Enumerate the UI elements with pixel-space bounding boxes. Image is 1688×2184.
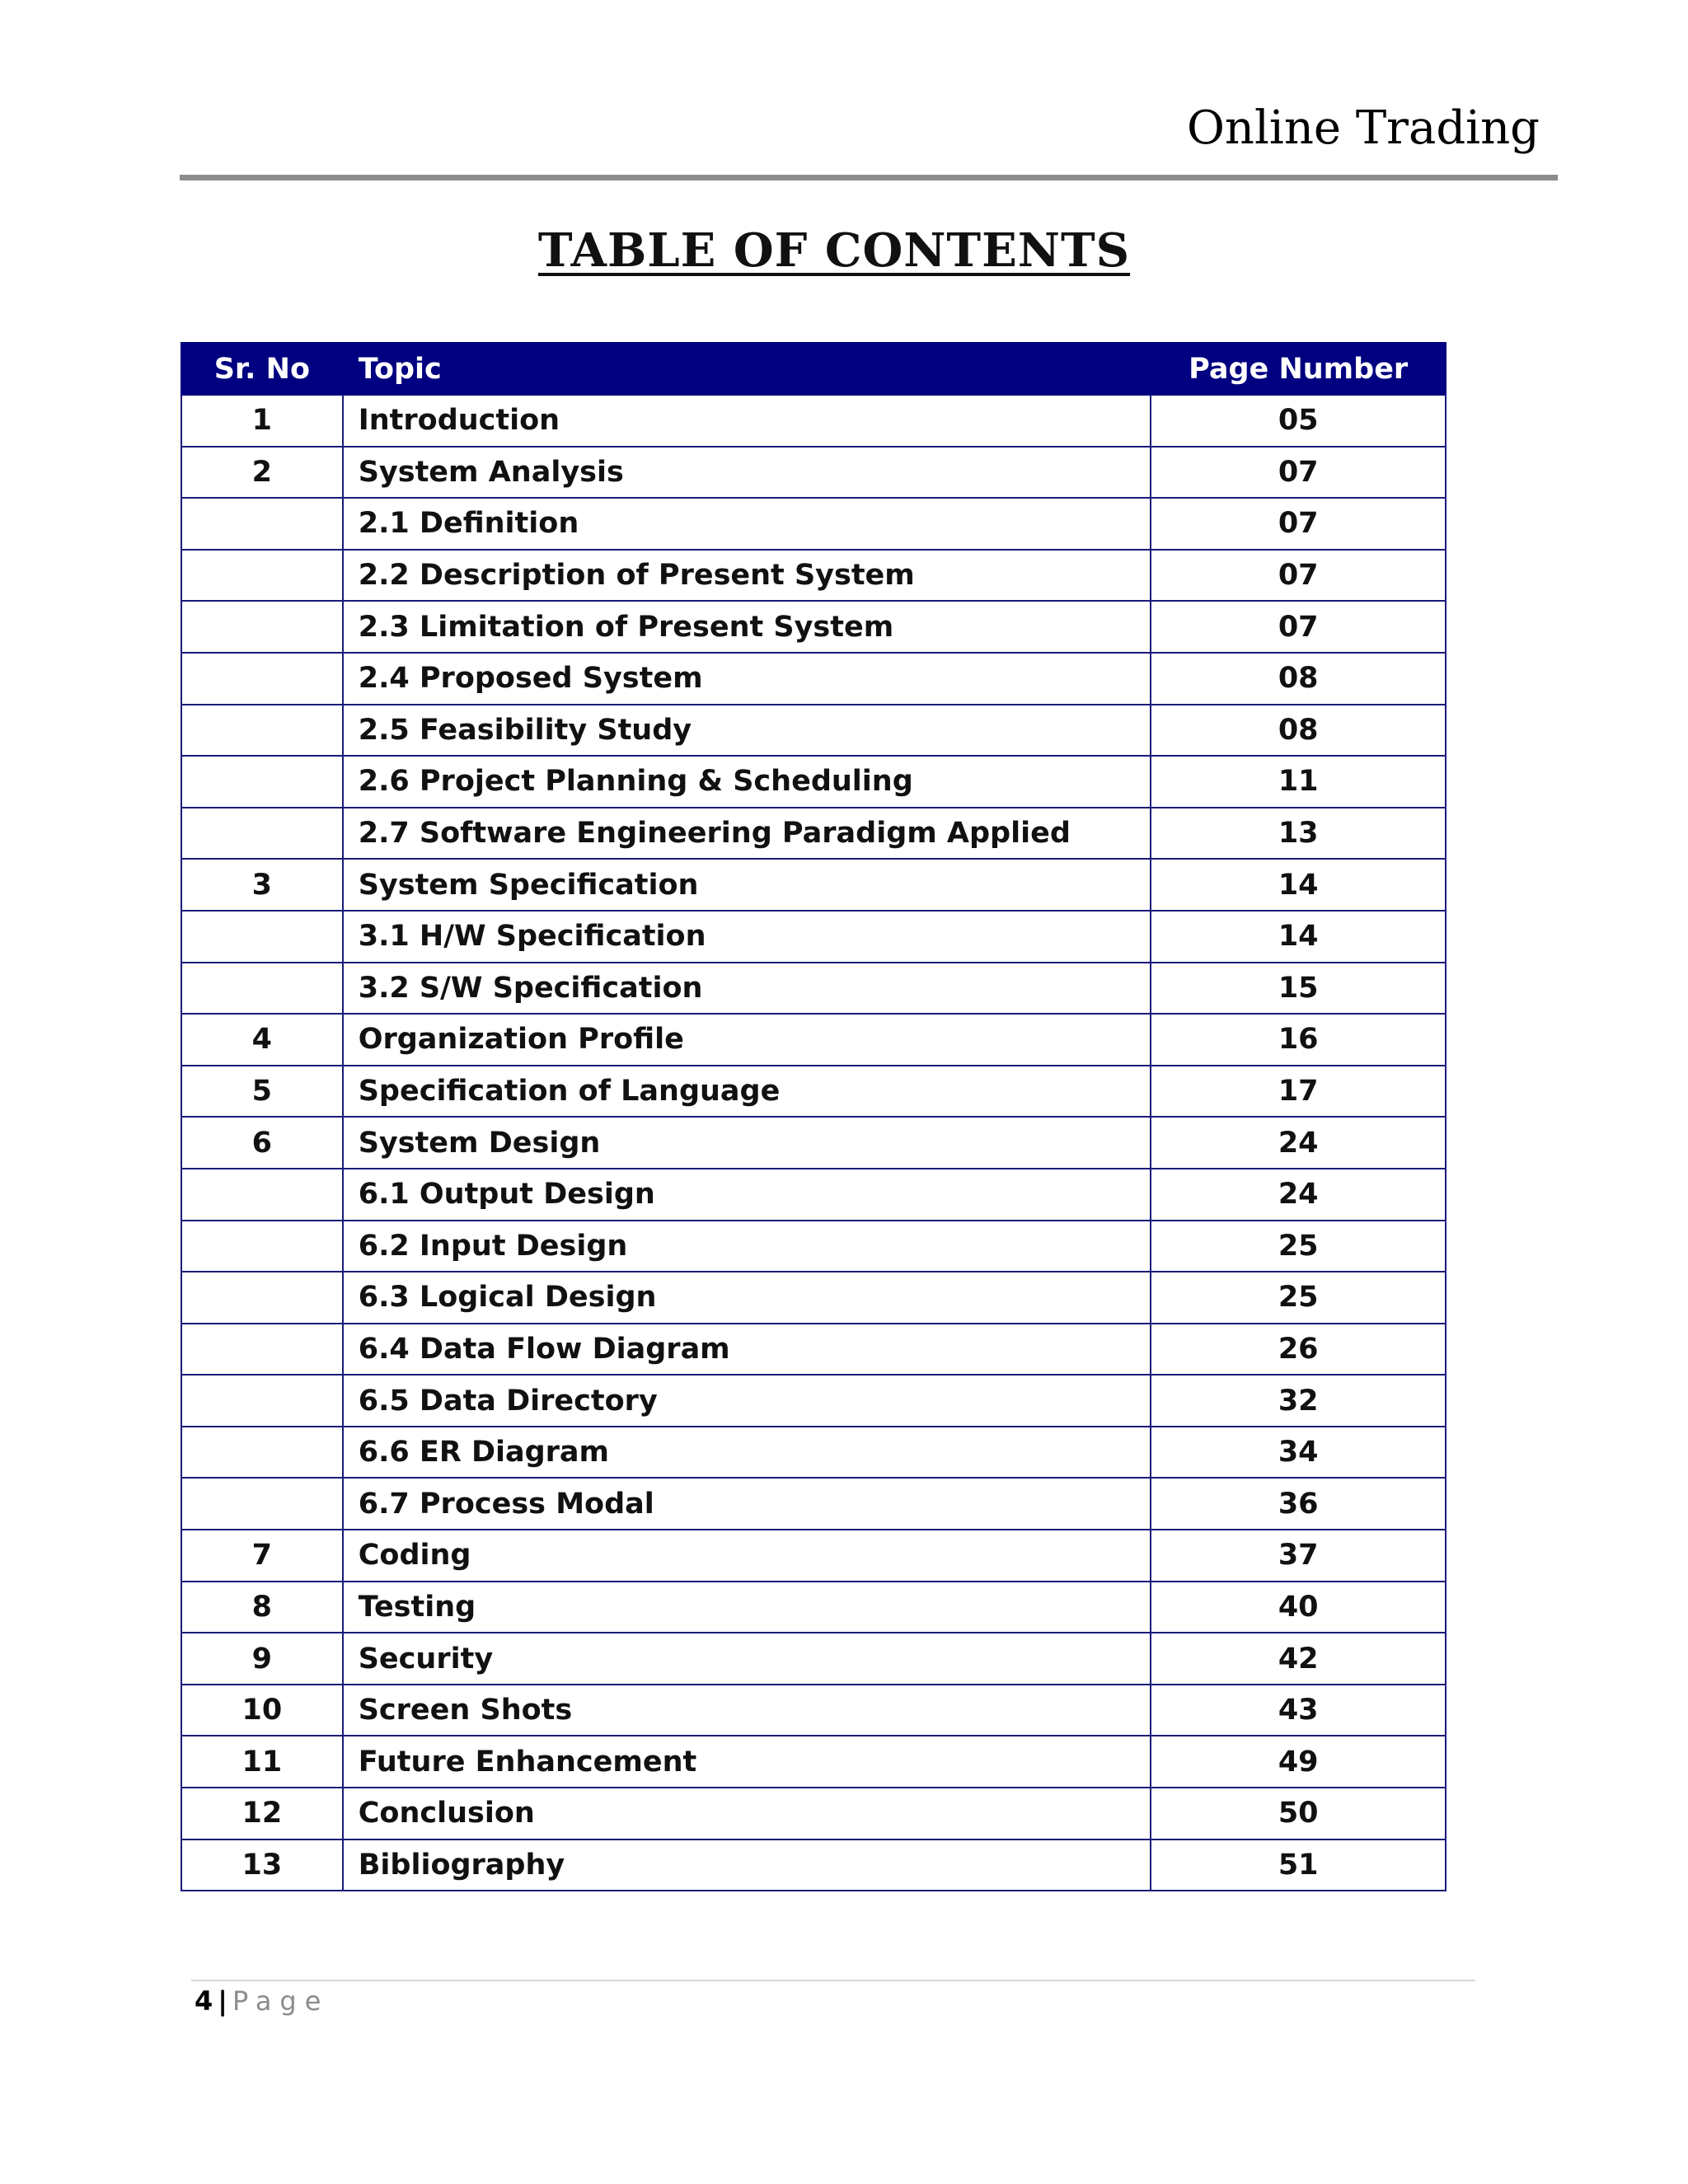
document-header-title: Online Trading xyxy=(1187,101,1540,155)
cell-sr-no xyxy=(181,550,343,602)
cell-topic: System Analysis xyxy=(343,447,1151,499)
toc-title: TABLE OF CONTENTS xyxy=(537,223,1131,278)
table-row xyxy=(181,911,1446,963)
table-row xyxy=(181,1272,1446,1324)
cell-topic: 2.7 Software Engineering Paradigm Applied xyxy=(343,808,1151,860)
cell-page-number: 42 xyxy=(1151,1633,1446,1685)
table-row xyxy=(181,1530,1446,1582)
cell-sr-no: 6 xyxy=(181,1117,343,1169)
cell-page-number: 40 xyxy=(1151,1582,1446,1633)
cell-topic: Conclusion xyxy=(343,1788,1151,1840)
cell-sr-no xyxy=(181,1375,343,1427)
cell-topic: 6.1 Output Design xyxy=(343,1169,1151,1221)
cell-page-number: 13 xyxy=(1151,808,1446,860)
cell-topic: Testing xyxy=(343,1582,1151,1633)
cell-topic: 6.5 Data Directory xyxy=(343,1375,1151,1427)
table-row xyxy=(181,447,1446,499)
footer-divider xyxy=(191,1980,1475,1981)
table-row xyxy=(181,601,1446,653)
cell-topic: 6.6 ER Diagram xyxy=(343,1427,1151,1479)
cell-sr-no xyxy=(181,1324,343,1376)
table-row xyxy=(181,1324,1446,1376)
table-row xyxy=(181,1478,1446,1530)
cell-sr-no: 5 xyxy=(181,1066,343,1118)
cell-topic: 2.1 Definition xyxy=(343,498,1151,550)
cell-page-number: 25 xyxy=(1151,1221,1446,1272)
cell-page-number: 14 xyxy=(1151,911,1446,963)
cell-sr-no xyxy=(181,756,343,808)
cell-page-number: 08 xyxy=(1151,653,1446,705)
table-row xyxy=(181,1014,1446,1066)
column-header-topic: Topic xyxy=(343,343,1151,395)
cell-page-number: 32 xyxy=(1151,1375,1446,1427)
cell-page-number: 11 xyxy=(1151,756,1446,808)
cell-sr-no xyxy=(181,1427,343,1479)
cell-page-number: 43 xyxy=(1151,1685,1446,1736)
cell-page-number: 14 xyxy=(1151,859,1446,911)
cell-topic: Bibliography xyxy=(343,1840,1151,1891)
cell-page-number: 05 xyxy=(1151,395,1446,447)
table-row xyxy=(181,653,1446,705)
cell-topic: Introduction xyxy=(343,395,1151,447)
cell-sr-no xyxy=(181,653,343,705)
cell-topic: 2.4 Proposed System xyxy=(343,653,1151,705)
page-footer xyxy=(195,1985,330,2017)
header-divider xyxy=(180,175,1558,180)
cell-topic: 2.2 Description of Present System xyxy=(343,550,1151,602)
table-row xyxy=(181,1685,1446,1736)
cell-topic: 6.4 Data Flow Diagram xyxy=(343,1324,1151,1376)
cell-page-number: 25 xyxy=(1151,1272,1446,1324)
cell-topic: Specification of Language xyxy=(343,1066,1151,1118)
footer-separator: | xyxy=(218,1985,227,2017)
cell-topic: System Specification xyxy=(343,859,1151,911)
cell-sr-no xyxy=(181,963,343,1015)
cell-page-number: 36 xyxy=(1151,1478,1446,1530)
cell-page-number: 24 xyxy=(1151,1169,1446,1221)
table-row xyxy=(181,1169,1446,1221)
cell-sr-no xyxy=(181,1272,343,1324)
table-row xyxy=(181,1736,1446,1788)
column-header-page-number: Page Number xyxy=(1151,343,1446,395)
cell-page-number: 51 xyxy=(1151,1840,1446,1891)
cell-page-number: 49 xyxy=(1151,1736,1446,1788)
cell-sr-no: 10 xyxy=(181,1685,343,1736)
cell-sr-no xyxy=(181,498,343,550)
cell-topic: 2.6 Project Planning & Scheduling xyxy=(343,756,1151,808)
cell-sr-no xyxy=(181,705,343,757)
cell-page-number: 50 xyxy=(1151,1788,1446,1840)
cell-sr-no xyxy=(181,1169,343,1221)
table-row xyxy=(181,808,1446,860)
table-row xyxy=(181,1066,1446,1118)
cell-page-number: 15 xyxy=(1151,963,1446,1015)
cell-sr-no: 3 xyxy=(181,859,343,911)
cell-sr-no xyxy=(181,1221,343,1272)
cell-sr-no: 2 xyxy=(181,447,343,499)
cell-page-number: 07 xyxy=(1151,498,1446,550)
table-row xyxy=(181,705,1446,757)
toc-table xyxy=(181,342,1447,1891)
table-row xyxy=(181,859,1446,911)
cell-topic: System Design xyxy=(343,1117,1151,1169)
cell-topic: 3.1 H/W Specification xyxy=(343,911,1151,963)
footer-page-label: Page xyxy=(232,1985,330,2017)
column-header-sr-no: Sr. No xyxy=(181,343,343,395)
cell-topic: Security xyxy=(343,1633,1151,1685)
cell-sr-no: 8 xyxy=(181,1582,343,1633)
cell-sr-no xyxy=(181,1478,343,1530)
table-row xyxy=(181,1633,1446,1685)
cell-sr-no: 12 xyxy=(181,1788,343,1840)
cell-topic: Organization Profile xyxy=(343,1014,1151,1066)
table-row xyxy=(181,1582,1446,1633)
cell-page-number: 17 xyxy=(1151,1066,1446,1118)
table-row xyxy=(181,1117,1446,1169)
cell-topic: 2.3 Limitation of Present System xyxy=(343,601,1151,653)
cell-topic: 6.3 Logical Design xyxy=(343,1272,1151,1324)
table-row xyxy=(181,1788,1446,1840)
cell-page-number: 08 xyxy=(1151,705,1446,757)
cell-page-number: 16 xyxy=(1151,1014,1446,1066)
cell-sr-no: 1 xyxy=(181,395,343,447)
cell-page-number: 07 xyxy=(1151,601,1446,653)
cell-sr-no xyxy=(181,808,343,860)
table-row xyxy=(181,395,1446,447)
cell-topic: Future Enhancement xyxy=(343,1736,1151,1788)
cell-topic: 6.2 Input Design xyxy=(343,1221,1151,1272)
table-row xyxy=(181,756,1446,808)
cell-page-number: 37 xyxy=(1151,1530,1446,1582)
cell-sr-no: 13 xyxy=(181,1840,343,1891)
table-row xyxy=(181,963,1446,1015)
cell-topic: 3.2 S/W Specification xyxy=(343,963,1151,1015)
table-row xyxy=(181,1221,1446,1272)
table-row xyxy=(181,498,1446,550)
table-row xyxy=(181,1427,1446,1479)
cell-topic: 2.5 Feasibility Study xyxy=(343,705,1151,757)
table-row xyxy=(181,550,1446,602)
cell-topic: Screen Shots xyxy=(343,1685,1151,1736)
toc-body xyxy=(181,395,1446,1891)
cell-page-number: 07 xyxy=(1151,447,1446,499)
cell-sr-no: 11 xyxy=(181,1736,343,1788)
cell-page-number: 34 xyxy=(1151,1427,1446,1479)
cell-sr-no xyxy=(181,601,343,653)
cell-page-number: 26 xyxy=(1151,1324,1446,1376)
cell-page-number: 07 xyxy=(1151,550,1446,602)
table-row xyxy=(181,1375,1446,1427)
cell-page-number: 24 xyxy=(1151,1117,1446,1169)
cell-sr-no: 9 xyxy=(181,1633,343,1685)
footer-page-number: 4 xyxy=(195,1985,213,2017)
cell-topic: 6.7 Process Modal xyxy=(343,1478,1151,1530)
table-row xyxy=(181,1840,1446,1891)
cell-sr-no: 7 xyxy=(181,1530,343,1582)
toc-header-row xyxy=(181,343,1446,395)
cell-sr-no xyxy=(181,911,343,963)
cell-sr-no: 4 xyxy=(181,1014,343,1066)
cell-topic: Coding xyxy=(343,1530,1151,1582)
